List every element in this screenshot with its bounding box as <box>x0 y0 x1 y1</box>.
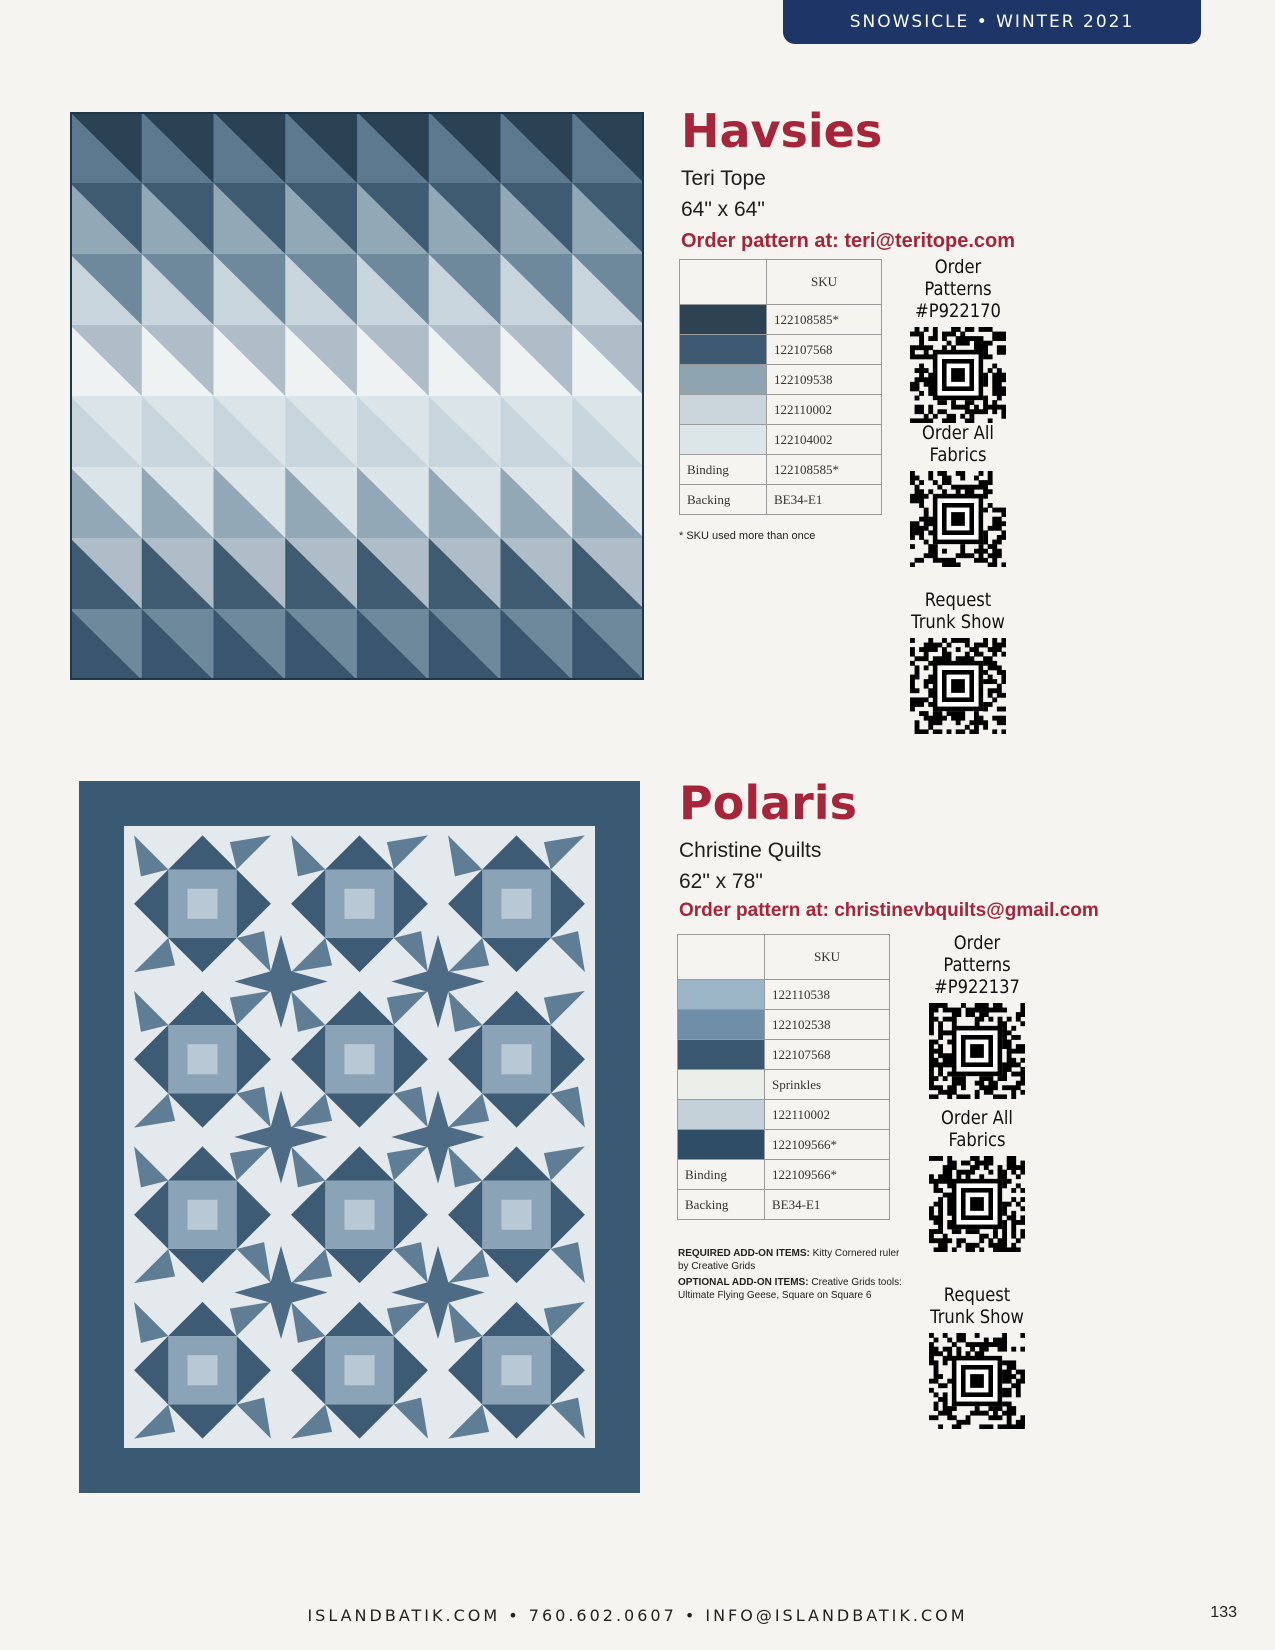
havsies-sku-table <box>679 259 882 515</box>
qr-label: Request Trunk Show <box>911 589 1005 633</box>
sku-value: 122102538 <box>765 1010 890 1040</box>
row-label: Binding <box>678 1160 765 1190</box>
fabric-swatch <box>680 395 767 425</box>
sku-value: BE34-E1 <box>765 1190 890 1220</box>
sku-row <box>678 1130 890 1160</box>
sku-row <box>678 1160 890 1190</box>
sku-value: 122110002 <box>767 395 882 425</box>
qr-label: Order Patterns #P922170 <box>915 256 1001 322</box>
fabric-swatch <box>680 365 767 395</box>
polaris-quilt-image <box>79 781 640 1493</box>
qr-code-icon[interactable] <box>910 638 1006 734</box>
pattern-designer: Christine Quilts <box>679 839 822 862</box>
sku-row <box>680 335 882 365</box>
sku-row <box>678 1010 890 1040</box>
sku-value: 122110002 <box>765 1100 890 1130</box>
havsies-quilt-image <box>70 112 644 680</box>
qr-code-icon[interactable] <box>910 327 1006 423</box>
sku-row <box>680 305 882 335</box>
polaris-sku-table <box>677 934 890 1220</box>
fabric-swatch <box>680 305 767 335</box>
qr-code-icon[interactable] <box>929 1333 1025 1429</box>
sku-header: SKU <box>765 935 890 980</box>
qr-code-icon[interactable] <box>910 471 1006 567</box>
sku-value: 122109566* <box>765 1130 890 1160</box>
sku-value: 122109538 <box>767 365 882 395</box>
pattern-size: 62" x 78" <box>679 870 763 894</box>
havsies-info <box>681 104 1101 253</box>
sku-row <box>680 455 882 485</box>
sku-row <box>678 1100 890 1130</box>
qr-label: Order Patterns #P922137 <box>934 932 1020 998</box>
sku-header: SKU <box>767 260 882 305</box>
sku-value: 122107568 <box>767 335 882 365</box>
polaris-qr-order-patterns[interactable] <box>897 933 1057 1104</box>
sku-row <box>678 1040 890 1070</box>
sku-row <box>680 485 882 515</box>
page-number: 133 <box>1210 1604 1237 1621</box>
sku-value: 122107568 <box>765 1040 890 1070</box>
required-text: Kitty Cornered ruler by Creative Grids <box>678 1248 900 1272</box>
sku-row <box>680 425 882 455</box>
sku-value: 122108585* <box>767 305 882 335</box>
polaris-quilt-graphic <box>79 781 640 1493</box>
havsies-qr-order-patterns[interactable] <box>878 257 1038 428</box>
havsies-qr-order-fabrics[interactable] <box>878 423 1038 572</box>
fabric-swatch <box>678 1010 765 1040</box>
swatch-header <box>680 260 767 305</box>
sku-row <box>678 980 890 1010</box>
footer-contact: ISLANDBATIK.COM • 760.602.0607 • INFO@ISLANDBATIK.COM <box>307 1606 968 1625</box>
sku-value: 122108585* <box>767 455 882 485</box>
sku-value: BE34-E1 <box>767 485 882 515</box>
sku-row <box>678 1070 890 1100</box>
fabric-swatch <box>680 335 767 365</box>
fabric-swatch <box>678 1040 765 1070</box>
row-label: Backing <box>680 485 767 515</box>
sku-row <box>680 395 882 425</box>
fabric-swatch <box>678 1070 765 1100</box>
polaris-addon-notes <box>678 1247 903 1302</box>
havsies-footnote: * SKU used more than once <box>679 530 816 542</box>
havsies-qr-trunk-show[interactable] <box>878 590 1038 739</box>
swatch-header <box>678 935 765 980</box>
qr-label: Order All Fabrics <box>941 1107 1013 1151</box>
fabric-swatch <box>680 425 767 455</box>
sku-value: 122110538 <box>765 980 890 1010</box>
row-label: Binding <box>680 455 767 485</box>
sku-value: Sprinkles <box>765 1070 890 1100</box>
pattern-size: 64" x 64" <box>681 198 765 222</box>
pattern-title: Polaris <box>679 776 857 830</box>
required-label: REQUIRED ADD-ON ITEMS: <box>678 1248 810 1259</box>
optional-text: Creative Grids tools: Ultimate Flying Geese, Square on Square 6 <box>678 1277 902 1301</box>
fabric-swatch <box>678 1130 765 1160</box>
sku-value: 122104002 <box>767 425 882 455</box>
order-pattern-email[interactable]: Order pattern at: christinevbquilts@gmail.com <box>679 900 1099 922</box>
polaris-qr-order-fabrics[interactable] <box>897 1108 1057 1257</box>
fabric-swatch <box>678 980 765 1010</box>
pattern-designer: Teri Tope <box>681 167 766 190</box>
qr-code-icon[interactable] <box>929 1003 1025 1099</box>
sku-value: 122109566* <box>765 1160 890 1190</box>
polaris-info <box>679 776 1119 922</box>
qr-code-icon[interactable] <box>929 1156 1025 1252</box>
qr-label: Order All Fabrics <box>922 422 994 466</box>
sku-row <box>678 1190 890 1220</box>
qr-label: Request Trunk Show <box>930 1284 1024 1328</box>
havsies-quilt-graphic <box>70 112 644 680</box>
polaris-qr-trunk-show[interactable] <box>897 1285 1057 1434</box>
issue-header-tab <box>783 0 1201 44</box>
pattern-title: Havsies <box>681 104 883 158</box>
row-label: Backing <box>678 1190 765 1220</box>
sku-row <box>680 365 882 395</box>
optional-label: OPTIONAL ADD-ON ITEMS: <box>678 1277 809 1288</box>
fabric-swatch <box>678 1100 765 1130</box>
order-pattern-email[interactable]: Order pattern at: teri@teritope.com <box>681 230 1016 253</box>
issue-title: SNOWSICLE • WINTER 2021 <box>849 12 1135 32</box>
